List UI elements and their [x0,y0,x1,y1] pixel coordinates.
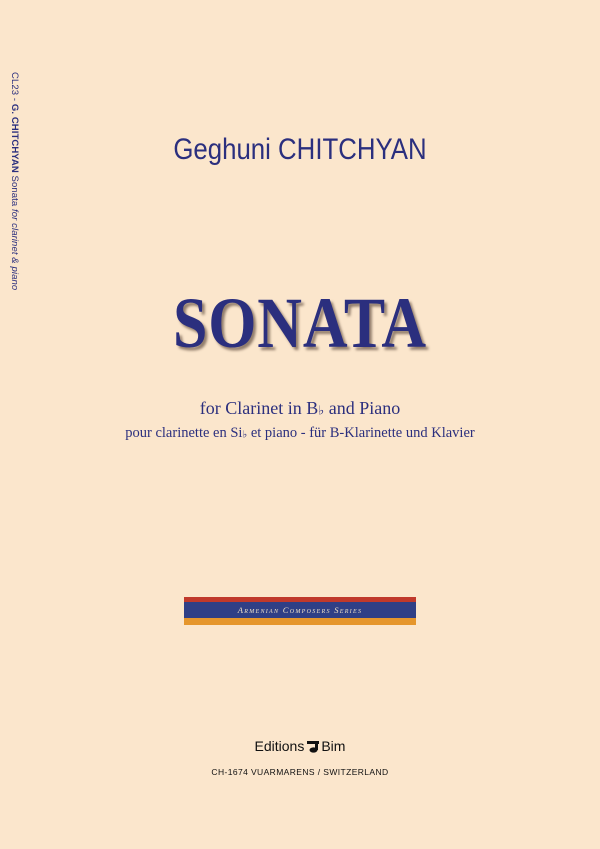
catalog-code: CL23 - [9,72,20,104]
subtitle-english-post: and Piano [324,398,401,418]
flat-sign: ♭ [318,403,325,418]
subtitle-multilingual [0,425,600,442]
publisher-address: CH-1674 VUARMARENS / SWITZERLAND [211,767,389,777]
composer-name: Geghuni CHITCHYAN [173,133,427,166]
spine-instrumentation: for clarinet & piano [9,209,20,291]
publisher-name-post: Bim [321,738,346,754]
publisher-logo [0,738,600,754]
spine-composer: G. CHITCHYAN [9,103,20,173]
note-icon [306,739,320,753]
publisher-name-pre: Editions [254,738,305,754]
subtitle-multi-post: et piano - für B-Klarinette und Klavier [247,425,475,441]
subtitle-english [0,398,600,419]
spine-work: Sonata [9,172,20,210]
flat-sign: ♭ [242,429,248,441]
subtitle-english-pre: for Clarinet in B [199,398,319,418]
series-banner [184,597,416,625]
page-title: SONATA [172,283,428,363]
subtitle-multi-pre: pour clarinette en Si [125,425,243,441]
spine-text [9,72,20,290]
banner-stripe-orange [184,618,416,625]
series-label: Armenian Composers Series [184,602,416,618]
